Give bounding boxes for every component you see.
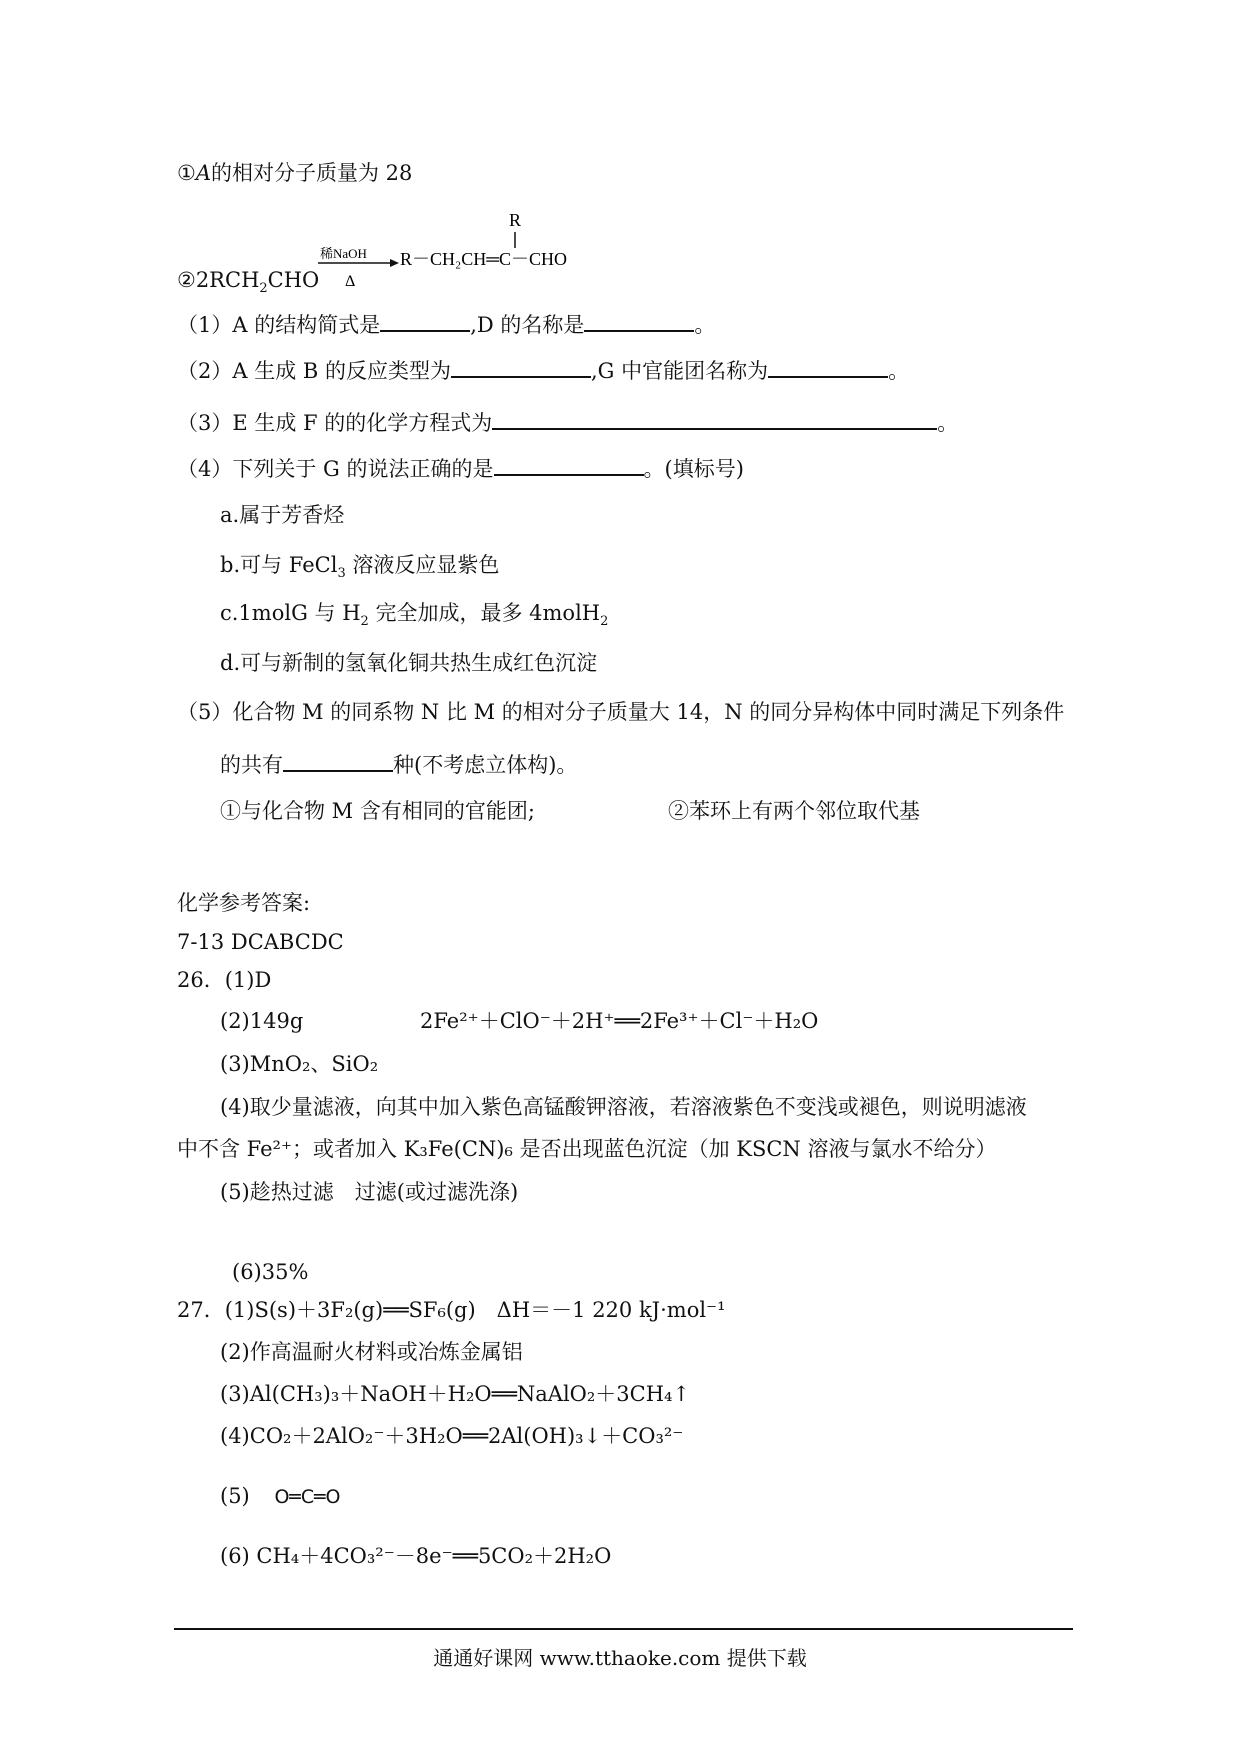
opt-c-sub-1: 2 bbox=[360, 614, 369, 630]
opt-d-text: d.可与新制的氢氧化铜共热生成红色沉淀 bbox=[220, 651, 598, 675]
answers-mc: 7-13 DCABCDC bbox=[177, 930, 344, 954]
q2-text-a: （2）A 生成 B 的反应类型为 bbox=[177, 359, 451, 383]
reaction-arrowhead bbox=[390, 259, 399, 267]
answer-27-5 bbox=[220, 1486, 341, 1507]
answer-26-1: 26．(1)D bbox=[177, 968, 272, 992]
q5-text-b: 的共有 bbox=[220, 753, 283, 777]
answer-26-6: (6)35% bbox=[232, 1260, 309, 1284]
given-l2-prefix: ②2RCH bbox=[177, 268, 260, 292]
given-line-2 bbox=[177, 268, 320, 297]
opt-b-sub: 3 bbox=[337, 566, 346, 582]
q1-blank-A bbox=[380, 312, 470, 332]
answer-27-1: 27．(1)S(s)＋3F₂(g)══SF₆(g) ΔH＝－1 220 kJ·mol⁻¹ bbox=[177, 1298, 726, 1322]
question-3 bbox=[177, 410, 958, 434]
question-5-line-1 bbox=[177, 702, 1064, 723]
answer-27-6: (6) CH₄＋4CO₃²⁻－8e⁻══5CO₂＋2H₂O bbox=[220, 1544, 612, 1568]
answer-26-4b: 中不含 Fe²⁺；或者加入 K₃Fe(CN)₆ 是否出现蓝色沉淀（加 KSCN 溶液与氯水不给分） bbox=[177, 1137, 997, 1161]
q1-blank-D bbox=[584, 312, 694, 332]
q2-text-c: 。 bbox=[888, 359, 910, 383]
opt-a-text: a.属于芳香烃 bbox=[220, 503, 345, 527]
reagent-label: 稀NaOH bbox=[320, 246, 367, 261]
answers-title: 化学参考答案: bbox=[177, 891, 311, 915]
answer-26-4a: (4)取少量滤液，向其中加入紫色高锰酸钾溶液，若溶液紫色不变浅或褪色，则说明滤液 bbox=[220, 1095, 1027, 1119]
given-l1-A: A bbox=[195, 161, 211, 185]
answer-27-4: (4)CO₂＋2AlO₂⁻＋3H₂O══2Al(OH)₃↓＋CO₃²⁻ bbox=[220, 1424, 684, 1448]
opt-b-text-1: b.可与 FeCl bbox=[220, 553, 338, 577]
q4-option-d bbox=[220, 653, 597, 674]
q4-blank-answer bbox=[494, 456, 644, 476]
opt-c-text-2: 完全加成，最多 4molH bbox=[368, 601, 601, 625]
question-2 bbox=[177, 358, 909, 382]
answer-26-3: (3)MnO₂、SiO₂ bbox=[220, 1052, 379, 1076]
heat-label: Δ bbox=[345, 273, 356, 288]
product-R-substituent: R bbox=[509, 210, 522, 230]
co2-structure: O═C═O bbox=[274, 1486, 341, 1508]
footer-rule bbox=[174, 1628, 1073, 1630]
q1-text-c: 。 bbox=[694, 313, 716, 337]
q2-blank-type bbox=[451, 358, 591, 378]
given-l1-prefix: ① bbox=[177, 161, 196, 185]
question-5-line-2 bbox=[220, 752, 577, 776]
opt-b-text-2: 溶液反应显紫色 bbox=[345, 553, 500, 577]
q3-blank-equation bbox=[492, 410, 937, 430]
given-line-1 bbox=[177, 163, 412, 184]
question-4 bbox=[177, 456, 744, 480]
answer-27-2: (2)作高温耐火材料或冶炼金属铝 bbox=[220, 1340, 523, 1364]
q4-text-a: （4）下列关于 G 的说法正确的是 bbox=[177, 457, 494, 481]
question-1 bbox=[177, 312, 715, 336]
answer-26-2a: (2)149g bbox=[220, 1009, 304, 1033]
q4-option-c bbox=[220, 601, 609, 630]
q5-condition-1 bbox=[220, 801, 535, 822]
aldol-reaction-scheme bbox=[300, 208, 600, 288]
q1-text-a: （1）A 的结构简式是 bbox=[177, 313, 381, 337]
answer-27-3: (3)Al(CH₃)₃＋NaOH＋H₂O══NaAlO₂＋3CH₄↑ bbox=[220, 1382, 691, 1406]
q3-text-a: （3）E 生成 F 的的化学方程式为 bbox=[177, 411, 493, 435]
given-l2-sub: 2 bbox=[259, 281, 268, 297]
q4-option-b bbox=[220, 553, 500, 582]
opt-c-sub-2: 2 bbox=[600, 614, 609, 630]
answer-26-2b: 2Fe²⁺＋ClO⁻＋2H⁺══2Fe³⁺＋Cl⁻＋H₂O bbox=[420, 1009, 819, 1033]
q2-text-b: ,G 中官能团名称为 bbox=[590, 359, 769, 383]
q5-text-c: 种(不考虑立体构)。 bbox=[393, 753, 578, 777]
answer-27-5-label: (5) bbox=[220, 1484, 250, 1508]
given-l2-suffix: CHO bbox=[267, 268, 320, 292]
q3-text-b: 。 bbox=[937, 411, 959, 435]
answer-26-5: (5)趁热过滤 过滤(或过滤洗涤) bbox=[220, 1180, 519, 1204]
cond2-text: ②苯环上有两个邻位取代基 bbox=[668, 799, 920, 823]
product-chain: R－CH₂CH═C－CHO bbox=[400, 249, 568, 269]
given-l1-text: 的相对分子质量为 28 bbox=[211, 161, 413, 185]
opt-c-text-1: c.1molG 与 H bbox=[220, 601, 361, 625]
q5-text-a: （5）化合物 M 的同系物 N 比 M 的相对分子质量大 14，N 的同分异构体中同时满足下列条件 bbox=[177, 700, 1065, 724]
cond1-text: ①与化合物 M 含有相同的官能团; bbox=[220, 799, 535, 823]
q5-condition-2 bbox=[668, 801, 920, 822]
q4-option-a bbox=[220, 505, 344, 526]
q5-blank-count bbox=[283, 752, 393, 772]
q2-blank-group bbox=[768, 358, 888, 378]
q1-text-b: ,D 的名称是 bbox=[470, 313, 585, 337]
footer-text: 通通好课网 www.tthaoke.com 提供下载 bbox=[433, 1646, 807, 1670]
q4-text-b: 。(填标号) bbox=[643, 457, 744, 481]
